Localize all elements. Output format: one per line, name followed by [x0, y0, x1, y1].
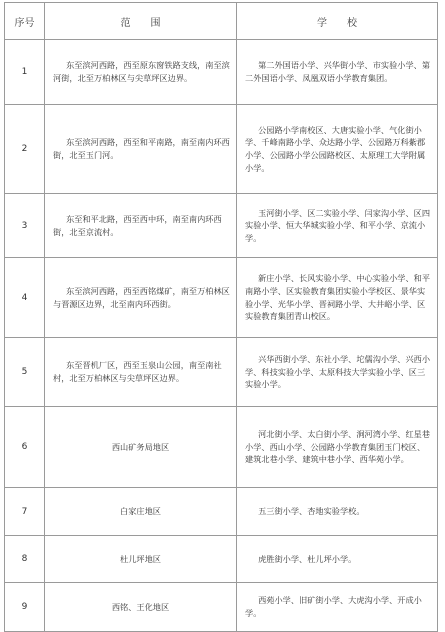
- row-index: 8: [5, 536, 45, 583]
- school-district-table: [4, 2, 438, 632]
- row-range-text: 东至晋机厂区，西至玉泉山公园，南至南社村，北至万柏林区与尖草坪区边界。: [53, 360, 222, 383]
- row-range: [45, 105, 237, 194]
- row-schools-text: 玉河街小学、区二实验小学、闫家沟小学、区四实验小学、恒大华城实验小学、和平小学、京流小学。: [245, 207, 431, 243]
- row-schools-text: 五三街小学、杏地实验学校。: [258, 506, 365, 517]
- table-row: [5, 488, 438, 536]
- table-row: [5, 194, 438, 258]
- row-range: [45, 194, 237, 258]
- row-schools: [237, 536, 438, 583]
- table-row: [5, 407, 438, 488]
- row-index: 4: [5, 258, 45, 338]
- row-range: [45, 258, 237, 338]
- row-index: 1: [5, 40, 45, 105]
- table-header-row: [5, 3, 438, 40]
- row-range-text: 东至滨河西路，西至西铭煤矿，南至万柏林区与晋源区边界，北至南内环西街。: [53, 285, 230, 309]
- table-row: [5, 338, 438, 407]
- row-schools: [237, 105, 438, 194]
- row-schools: [237, 194, 438, 258]
- row-schools-text: 公园路小学南校区、大唐实验小学、气化街小学、千峰南路小学、众达路小学、公园路万科紫郡小学、公园路小学公园路校区、太原理工大学附属小学。: [245, 124, 426, 173]
- row-index: 7: [5, 488, 45, 536]
- document-page: [0, 2, 445, 618]
- row-schools-text: 虎胜街小学、杜儿坪小学。: [258, 553, 357, 564]
- row-schools: [237, 407, 438, 488]
- row-range: [45, 40, 237, 105]
- row-schools-text: 新庄小学、长风实验小学、中心实验小学、和平南路小学、区实验教育集团实验小学校区、景华实验小学、光华小学、晋祠路小学、大井峪小学、区实验教育集团青山校区。: [245, 273, 431, 322]
- header-schools: 学校: [237, 3, 438, 40]
- row-range-text: 东至滨河西路，西至原东窗铁路支线，南至滨河街，北至万柏林区与尖草坪区边界。: [53, 60, 230, 83]
- row-range: [45, 338, 237, 407]
- header-index: 序号: [5, 3, 45, 40]
- row-range: 白家庄地区: [45, 488, 237, 536]
- table-row: [5, 536, 438, 583]
- row-range: 杜儿坪地区: [45, 536, 237, 583]
- row-index: 6: [5, 407, 45, 488]
- row-schools: [237, 488, 438, 536]
- row-range: 西山矿务局地区: [45, 407, 237, 488]
- row-index: 5: [5, 338, 45, 407]
- row-index: 2: [5, 105, 45, 194]
- row-schools-text: 兴华西街小学、东社小学、坨儒沟小学、兴西小学、科技实验小学、太原科技大学实验小学、区三实验小学。: [245, 354, 431, 390]
- table-row: [5, 258, 438, 338]
- row-range-text: 东至滨河西路，西至和平南路，南至南内环西街，北至玉门河。: [53, 137, 230, 160]
- row-index: 3: [5, 194, 45, 258]
- row-index: 9: [5, 583, 45, 632]
- row-schools: [237, 583, 438, 632]
- row-range: 西铭、王化地区: [45, 583, 237, 632]
- table-row: [5, 40, 438, 105]
- table-row: [5, 105, 438, 194]
- row-schools-text: 第二外国语小学、兴华街小学、市实验小学、第二外国语小学、凤凰双语小学教育集团。: [245, 60, 431, 83]
- row-schools-text: 西苑小学、旧矿街小学、大虎沟小学、开成小学。: [245, 595, 422, 618]
- header-range: 范围: [45, 3, 237, 40]
- table-row: [5, 583, 438, 632]
- row-schools: [237, 338, 438, 407]
- row-range-text: 东至和平北路，西至西中环，南至南内环西街，北至京流村。: [53, 213, 222, 237]
- row-schools: [237, 40, 438, 105]
- row-schools: [237, 258, 438, 338]
- row-schools-text: 河北街小学、太白街小学、涧河湾小学、红星巷小学、西山小学、公园路小学教育集团玉门校区、建筑北巷小学、建筑中巷小学、西华苑小学。: [245, 429, 431, 465]
